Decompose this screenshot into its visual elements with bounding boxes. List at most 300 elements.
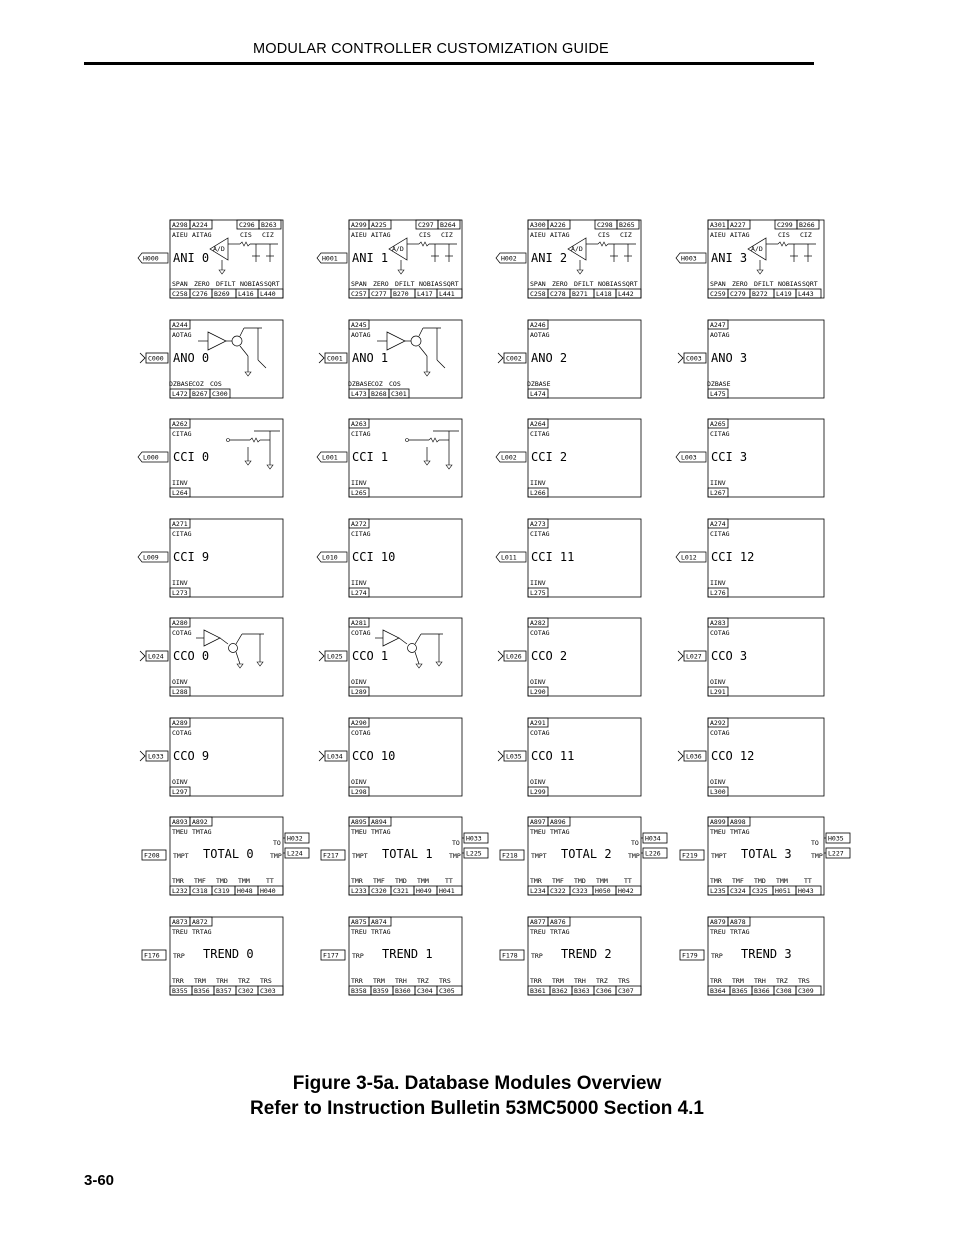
- circuit-line: [419, 346, 427, 356]
- top-tag-value: A264: [530, 420, 546, 428]
- bottom-label: TMR: [530, 877, 542, 885]
- bottom-tag-value: L298: [351, 788, 367, 796]
- top-tag-value: A873: [172, 918, 188, 926]
- bottom-label: TT: [624, 877, 632, 885]
- module-cco-0: [140, 618, 283, 696]
- top-label: AITAG: [730, 231, 750, 239]
- module-ani-2: [496, 220, 641, 298]
- bottom-tag-value: L416: [238, 290, 254, 298]
- bottom-label: TMR: [351, 877, 363, 885]
- top-label: COTAG: [530, 729, 550, 737]
- bottom-tag-value: C304: [417, 987, 433, 995]
- bottom-label: IINV: [351, 579, 367, 587]
- bottom-tag-value: L232: [172, 887, 188, 895]
- module-name: CCI 2: [531, 450, 568, 464]
- module-name: ANI 1: [352, 251, 389, 265]
- top-tag-value: A893: [172, 818, 188, 826]
- bottom-tag-value: B363: [574, 987, 590, 995]
- bottom-tag-value: L234: [530, 887, 546, 895]
- module-name: CCO 1: [352, 649, 389, 663]
- bottom-tag-value: L419: [776, 290, 792, 298]
- module-cco-11: [498, 718, 641, 796]
- input-tag-label: C000: [148, 354, 164, 363]
- top-label: CIS: [598, 231, 610, 239]
- module-ani-0: [138, 220, 283, 298]
- amplifier-triangle: [383, 630, 399, 646]
- top-tag-value: A892: [192, 818, 208, 826]
- bottom-tag-value: C321: [393, 887, 409, 895]
- module-cco-2: [498, 618, 641, 696]
- to-label: TO: [811, 839, 819, 847]
- module-name: CCI 10: [352, 550, 396, 564]
- chevron-icon: [678, 751, 683, 761]
- top-label: COTAG: [172, 629, 192, 637]
- module-name: ANO 2: [531, 351, 568, 365]
- bottom-tag-value: B272: [752, 290, 768, 298]
- top-label: COTAG: [351, 629, 371, 637]
- pin-label: TRP: [531, 952, 543, 960]
- module-ani-1: [317, 220, 462, 298]
- bottom-tag-value: L443: [798, 290, 814, 298]
- output-tag-label: H034: [645, 834, 661, 843]
- top-label: CITAG: [530, 530, 550, 538]
- chevron-icon: [498, 353, 503, 363]
- chevron-icon: [140, 651, 145, 661]
- input-tag-label: C001: [327, 354, 343, 363]
- input-tag-label: L001: [322, 453, 338, 462]
- resistor-icon: [250, 438, 260, 442]
- top-tag-value: A879: [710, 918, 726, 926]
- input-tag-label: H001: [322, 254, 338, 263]
- bottom-tag-value: C302: [238, 987, 254, 995]
- bottom-label: TT: [266, 877, 274, 885]
- top-label: AOTAG: [351, 331, 371, 339]
- bottom-tag-value: L289: [351, 688, 367, 696]
- top-label: CITAG: [172, 430, 192, 438]
- bottom-label: OINV: [530, 778, 546, 786]
- bottom-label: TMF: [552, 877, 564, 885]
- pin-label: TMPT: [531, 852, 547, 860]
- module-total-1: [321, 817, 488, 895]
- bottom-label: ZERO: [373, 280, 389, 288]
- pin-label: TMPT: [352, 852, 368, 860]
- bottom-tag-value: L418: [596, 290, 612, 298]
- bottom-label: SQRT: [802, 280, 818, 288]
- bottom-tag-value: B366: [754, 987, 770, 995]
- module-cci-0: [138, 419, 283, 497]
- bottom-tag-value: H042: [618, 887, 634, 895]
- ground-icon: [577, 270, 583, 274]
- bottom-tag-value: L266: [530, 489, 546, 497]
- bottom-label: OINV: [172, 678, 188, 686]
- top-tag-value: C297: [418, 221, 434, 229]
- top-tag-value: A877: [530, 918, 546, 926]
- to-label: TO: [452, 839, 460, 847]
- running-header: MODULAR CONTROLLER CUSTOMIZATION GUIDE: [253, 41, 609, 57]
- top-label: CIZ: [262, 231, 274, 239]
- input-tag-label: F177: [323, 951, 339, 960]
- bottom-label: IINV: [351, 479, 367, 487]
- bottom-label: DZBASE: [707, 380, 731, 388]
- ground-icon: [267, 465, 273, 469]
- top-tag-value: A227: [730, 221, 746, 229]
- bottom-label: DZBASE: [348, 380, 372, 388]
- module-name: CCO 0: [173, 649, 210, 663]
- bottom-tag-value: H040: [260, 887, 276, 895]
- top-tag-value: A245: [351, 321, 367, 329]
- ground-icon: [436, 662, 442, 666]
- bottom-tag-value: L264: [172, 489, 188, 497]
- top-label: TMTAG: [192, 828, 212, 836]
- bottom-label: OINV: [530, 678, 546, 686]
- bottom-label: OINV: [172, 778, 188, 786]
- bottom-tag-value: L440: [260, 290, 276, 298]
- input-tag-label: L012: [681, 553, 697, 562]
- top-tag-value: A291: [530, 719, 546, 727]
- bottom-label: DFILT: [395, 280, 415, 288]
- bottom-tag-value: L275: [530, 589, 546, 597]
- bottom-label: TRR: [172, 977, 184, 985]
- bottom-tag-value: L235: [710, 887, 726, 895]
- bottom-label: TMD: [216, 877, 228, 885]
- chevron-icon: [319, 751, 324, 761]
- top-tag-value: A280: [172, 619, 188, 627]
- top-tag-value: A894: [371, 818, 387, 826]
- circuit-line: [415, 634, 421, 644]
- bottom-tag-value: L472: [172, 390, 188, 398]
- bottom-label: TRZ: [596, 977, 608, 985]
- module-name: CCI 0: [173, 450, 210, 464]
- bottom-tag-value: L473: [351, 390, 367, 398]
- input-tag-label: L011: [501, 553, 517, 562]
- resistor-icon: [598, 242, 608, 246]
- bottom-tag-value: C258: [172, 290, 188, 298]
- input-tag-label: F176: [144, 951, 160, 960]
- module-name: CCO 12: [711, 749, 755, 763]
- top-tag-value: B264: [440, 221, 456, 229]
- top-tag-value: A281: [351, 619, 367, 627]
- top-tag-value: A244: [172, 321, 188, 329]
- ground-icon: [245, 461, 251, 465]
- top-tag-value: A282: [530, 619, 546, 627]
- bottom-label: TRM: [194, 977, 206, 985]
- module-cci-1: [317, 419, 462, 497]
- bottom-tag-value: L300: [710, 788, 726, 796]
- bottom-tag-value: L233: [351, 887, 367, 895]
- pin-label: TMP: [270, 852, 282, 860]
- transistor-icon: [232, 336, 242, 346]
- input-tag-label: F217: [323, 851, 339, 860]
- resistor-icon: [429, 438, 439, 442]
- bottom-label: NOBIAS: [240, 280, 264, 288]
- top-tag-value: A226: [550, 221, 566, 229]
- chevron-icon: [140, 353, 145, 363]
- module-name: CCI 3: [711, 450, 748, 464]
- module-name: CCO 11: [531, 749, 575, 763]
- module-name: TREND 1: [382, 947, 433, 961]
- bottom-label: TMR: [710, 877, 722, 885]
- top-label: COTAG: [351, 729, 371, 737]
- top-tag-value: B265: [619, 221, 635, 229]
- bottom-tag-value: C323: [572, 887, 588, 895]
- bottom-tag-value: C319: [214, 887, 230, 895]
- transistor-icon: [408, 644, 417, 653]
- chevron-icon: [140, 751, 145, 761]
- top-tag-value: A262: [172, 420, 188, 428]
- bottom-tag-value: C259: [710, 290, 726, 298]
- input-tag-label: L036: [686, 752, 702, 761]
- bottom-label: TMR: [172, 877, 184, 885]
- bottom-label: TRZ: [776, 977, 788, 985]
- bottom-tag-value: H050: [595, 887, 611, 895]
- bottom-label: TRS: [618, 977, 630, 985]
- module-name: ANI 3: [711, 251, 748, 265]
- pin-label: TRP: [352, 952, 364, 960]
- bottom-label: OINV: [710, 678, 726, 686]
- input-tag-label: C003: [686, 354, 702, 363]
- module-name: TOTAL 0: [203, 847, 254, 861]
- input-tag-label: H003: [681, 254, 697, 263]
- bottom-label: TMM: [417, 877, 429, 885]
- bottom-tag-value: H043: [798, 887, 814, 895]
- contact-icon: [406, 439, 409, 442]
- bottom-label: SPAN: [351, 280, 367, 288]
- top-tag-value: A289: [172, 719, 188, 727]
- circuit-line: [415, 652, 419, 664]
- bottom-tag-value: L290: [530, 688, 546, 696]
- bottom-label: DFILT: [754, 280, 774, 288]
- top-tag-value: A897: [530, 818, 546, 826]
- input-tag-label: F219: [682, 851, 698, 860]
- bottom-tag-value: C325: [752, 887, 768, 895]
- ground-icon: [257, 662, 263, 666]
- top-label: TMEU: [172, 828, 188, 836]
- output-tag-label: L225: [466, 849, 482, 858]
- circuit-line: [236, 652, 240, 664]
- module-ano-2: [498, 320, 641, 398]
- bottom-label: SQRT: [443, 280, 459, 288]
- circuit-line: [437, 360, 445, 368]
- bottom-tag-value: C318: [192, 887, 208, 895]
- module-ano-0: [140, 320, 283, 398]
- module-name: CCO 10: [352, 749, 396, 763]
- bottom-label: TRR: [530, 977, 542, 985]
- top-tag-value: A247: [710, 321, 726, 329]
- bottom-tag-value: B267: [192, 390, 208, 398]
- top-label: CITAG: [710, 430, 730, 438]
- bottom-label: COS: [210, 380, 222, 388]
- top-label: AOTAG: [710, 331, 730, 339]
- bottom-label: TRH: [574, 977, 586, 985]
- top-label: AIEU: [172, 231, 188, 239]
- bottom-tag-value: C320: [371, 887, 387, 895]
- bottom-tag-value: L274: [351, 589, 367, 597]
- module-total-3: [680, 817, 850, 895]
- amplifier-triangle: [387, 332, 405, 350]
- top-label: CIZ: [441, 231, 453, 239]
- top-tag-value: A274: [710, 520, 726, 528]
- bottom-label: IINV: [172, 479, 188, 487]
- top-tag-value: A898: [730, 818, 746, 826]
- bottom-tag-value: L291: [710, 688, 726, 696]
- bottom-label: DFILT: [216, 280, 236, 288]
- top-label: TREU: [710, 928, 726, 936]
- bottom-tag-value: B358: [351, 987, 367, 995]
- top-label: CIZ: [620, 231, 632, 239]
- top-label: CITAG: [710, 530, 730, 538]
- bottom-label: TRZ: [238, 977, 250, 985]
- bottom-label: TRS: [260, 977, 272, 985]
- chevron-icon: [319, 353, 324, 363]
- module-trend-2: [500, 917, 641, 995]
- bottom-label: TRH: [754, 977, 766, 985]
- input-tag-label: L025: [327, 652, 343, 661]
- module-name: TOTAL 3: [741, 847, 792, 861]
- chevron-icon: [498, 751, 503, 761]
- module-ano-1: [319, 320, 462, 398]
- top-tag-value: A899: [710, 818, 726, 826]
- top-tag-value: A896: [550, 818, 566, 826]
- bottom-label: TMF: [732, 877, 744, 885]
- figure-caption-title: Figure 3-5a. Database Modules Overview: [292, 1073, 662, 1094]
- pin-label: TMPT: [711, 852, 727, 860]
- top-tag-value: A273: [530, 520, 546, 528]
- top-tag-value: A301: [710, 221, 726, 229]
- input-tag-label: F218: [502, 851, 518, 860]
- input-tag-label: L003: [681, 453, 697, 462]
- bottom-tag-value: C322: [550, 887, 566, 895]
- output-tag-label: L227: [828, 849, 844, 858]
- module-name: TOTAL 1: [382, 847, 433, 861]
- top-tag-value: A263: [351, 420, 367, 428]
- bottom-label: TMF: [373, 877, 385, 885]
- top-tag-value: A292: [710, 719, 726, 727]
- bottom-label: OINV: [710, 778, 726, 786]
- input-tag-label: C002: [506, 354, 522, 363]
- bottom-label: COS: [389, 380, 401, 388]
- bottom-tag-value: L297: [172, 788, 188, 796]
- top-label: TRTAG: [192, 928, 212, 936]
- bottom-tag-value: H041: [439, 887, 455, 895]
- bottom-tag-value: C279: [730, 290, 746, 298]
- top-tag-value: A876: [550, 918, 566, 926]
- input-tag-label: L027: [686, 652, 702, 661]
- top-label: TREU: [172, 928, 188, 936]
- circuit-line: [240, 328, 244, 336]
- module-ani-3: [676, 220, 824, 298]
- module-cco-9: [140, 718, 283, 796]
- input-tag-label: L024: [148, 652, 164, 661]
- top-label: AITAG: [371, 231, 391, 239]
- module-name: CCI 1: [352, 450, 389, 464]
- bottom-tag-value: C276: [192, 290, 208, 298]
- input-tag-label: H000: [143, 254, 159, 263]
- module-trend-1: [321, 917, 462, 995]
- bottom-label: SPAN: [710, 280, 726, 288]
- input-tag-label: L035: [506, 752, 522, 761]
- bottom-label: COZ: [192, 380, 204, 388]
- input-tag-label: F208: [144, 851, 160, 860]
- transistor-icon: [229, 644, 238, 653]
- module-ano-3: [678, 320, 824, 398]
- input-tag-label: L010: [322, 553, 338, 562]
- module-name: CCO 3: [711, 649, 748, 663]
- module-trend-0: [142, 917, 283, 995]
- module-cci-3: [676, 419, 824, 497]
- bottom-label: TMM: [776, 877, 788, 885]
- bottom-label: DFILT: [574, 280, 594, 288]
- ad-label: A/D: [392, 245, 404, 253]
- bottom-tag-value: H049: [416, 887, 432, 895]
- output-tag-label: H033: [466, 834, 482, 843]
- top-label: COTAG: [710, 629, 730, 637]
- chevron-icon: [319, 651, 324, 661]
- page-number: 3-60: [84, 1172, 115, 1189]
- top-tag-value: A299: [351, 221, 367, 229]
- module-total-0: [142, 817, 309, 895]
- bottom-tag-value: L276: [710, 589, 726, 597]
- top-label: CITAG: [351, 530, 371, 538]
- top-label: TREU: [530, 928, 546, 936]
- top-tag-value: A225: [371, 221, 387, 229]
- bottom-label: DZBASE: [169, 380, 193, 388]
- top-label: TMEU: [530, 828, 546, 836]
- top-tag-value: A283: [710, 619, 726, 627]
- top-tag-value: A874: [371, 918, 387, 926]
- bottom-label: NOBIAS: [778, 280, 802, 288]
- resistor-icon: [778, 242, 788, 246]
- figure-caption-reference: Refer to Instruction Bulletin 53MC5000 Section 4.1: [250, 1098, 704, 1119]
- bottom-label: IINV: [530, 479, 546, 487]
- bottom-tag-value: L265: [351, 489, 367, 497]
- pin-label: TMPT: [173, 852, 189, 860]
- output-tag-label: L224: [287, 849, 303, 858]
- module-name: CCO 2: [531, 649, 568, 663]
- circuit-line: [220, 638, 228, 644]
- top-label: CIS: [419, 231, 431, 239]
- bottom-label: NOBIAS: [419, 280, 443, 288]
- top-label: AIEU: [710, 231, 726, 239]
- top-tag-value: C299: [777, 221, 793, 229]
- amplifier-triangle: [208, 332, 226, 350]
- output-tag-label: H035: [828, 834, 844, 843]
- top-label: CITAG: [351, 430, 371, 438]
- bottom-label: IINV: [530, 579, 546, 587]
- bottom-label: NOBIAS: [598, 280, 622, 288]
- module-cco-10: [319, 718, 462, 796]
- top-label: TMTAG: [371, 828, 391, 836]
- pin-label: TRP: [173, 952, 185, 960]
- chevron-icon: [678, 651, 683, 661]
- ad-label: A/D: [751, 245, 763, 253]
- bottom-tag-value: C300: [212, 390, 228, 398]
- bottom-tag-value: H048: [237, 887, 253, 895]
- module-name: CCI 9: [173, 550, 210, 564]
- top-tag-value: A246: [530, 321, 546, 329]
- module-name: CCI 11: [531, 550, 575, 564]
- bottom-tag-value: B356: [194, 987, 210, 995]
- bottom-tag-value: C308: [776, 987, 792, 995]
- bottom-label: SQRT: [622, 280, 638, 288]
- module-name: ANO 3: [711, 351, 748, 365]
- top-tag-value: A300: [530, 221, 546, 229]
- top-tag-value: A265: [710, 420, 726, 428]
- bottom-label: TMF: [194, 877, 206, 885]
- bottom-label: TRM: [373, 977, 385, 985]
- bottom-label: TRR: [710, 977, 722, 985]
- top-tag-value: A872: [192, 918, 208, 926]
- bottom-label: TMD: [574, 877, 586, 885]
